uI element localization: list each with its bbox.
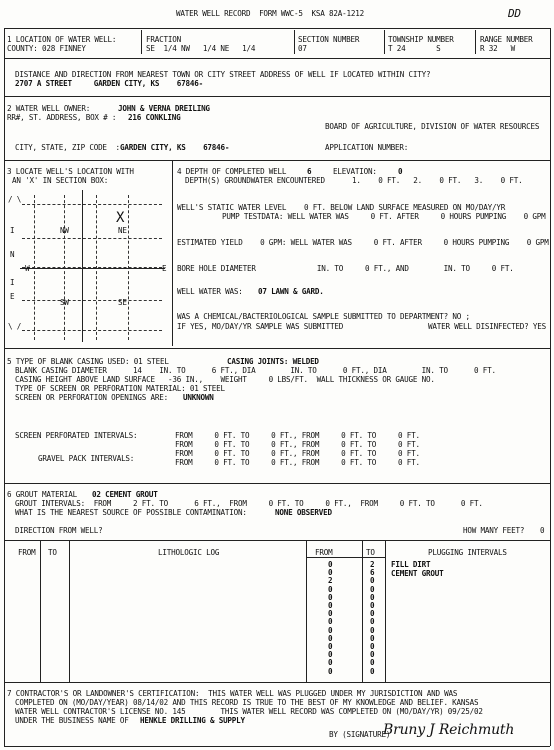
section3-label-1: 3 LOCATE WELL'S LOCATION WITH [7,167,134,176]
distance-value: 2707 A STREET GARDEN CITY, KS 67846- [15,79,203,88]
direction-label: DIRECTION FROM WELL? [15,526,103,535]
grout-intervals: GROUT INTERVALS: FROM 2 FT. TO 6 FT., FROM 0 FT. TO 0 FT., FROM 0 FT. TO 0 FT. [15,499,483,508]
screen-material: TYPE OF SCREEN OR PERFORATION MATERIAL: 01 STEEL [15,384,225,393]
certification-line-2: COMPLETED ON (MO/DAY/YEAR) 08/14/02 AND THIS RECORD IS TRUE TO THE BEST OF MY KNOWLEDGE AND BELIEF. KANSAS [15,698,479,707]
quadrant-se: SE [118,298,127,307]
gravel-interval-row: FROM 0 FT. TO 0 FT., FROM 0 FT. TO 0 FT. [175,458,420,467]
plug-interval-value: 0 [328,625,333,635]
log-from-header: FROM [18,548,36,557]
plug-interval-value: 0 [370,650,375,660]
township-label: TOWNSHIP NUMBER [388,35,454,44]
plug-interval-value: 0 [370,658,375,668]
plug-interval-value: 0 [370,666,375,676]
range-number: R 32 W [480,44,515,53]
distance-label: DISTANCE AND DIRECTION FROM NEAREST TOWN OR CITY STREET ADDRESS OF WELL IF LOCATED WITHIN CITY? [15,70,431,79]
business-name: HENKLE DRILLING & SUPPLY [140,716,245,725]
elevation-label: ELEVATION: [333,167,377,176]
gravel-pack-label: GRAVEL PACK INTERVALS: [38,454,135,463]
range-label: RANGE NUMBER [480,35,533,44]
plug-interval-value: 0 [328,658,333,668]
board-text: BOARD OF AGRICULTURE, DIVISION OF WATER RESOURCES [325,122,540,131]
disinfected-line: WATER WELL DISINFECTED? YES [428,322,547,331]
plug-to-header: TO [366,548,375,557]
grout-material-label: 6 GROUT MATERIAL [7,490,77,499]
log-to-header: TO [48,548,57,557]
left-letter-2: I [10,226,15,235]
sample-submitted-line: IF YES, MO/DAY/YR SAMPLE WAS SUBMITTED [177,322,344,331]
contamination-value: NONE OBSERVED [275,508,332,517]
owner-name: JOHN & VERNA DREILING [118,104,210,113]
casing-diameter-line: BLANK CASING DIAMETER 14 IN. TO 6 FT., DIA IN. TO 0 FT., DIA IN. TO 0 FT. [15,366,496,375]
estimated-yield-line: ESTIMATED YIELD 0 GPM: WELL WATER WAS 0 FT. AFTER 0 HOURS PUMPING 0 GPM [177,238,549,247]
screen-intervals-label: SCREEN PERFORATED INTERVALS: [15,431,138,440]
chemical-sample-line: WAS A CHEMICAL/BACTERIOLOGICAL SAMPLE SUBMITTED TO DEPARTMENT? NO ; [177,312,470,321]
frame-right [550,28,551,746]
plug-interval-value: 2 [370,560,375,569]
screen-interval-row: FROM 0 FT. TO 0 FT., FROM 0 FT. TO 0 FT. [175,431,420,440]
plug-interval-value: 0 [328,609,333,619]
plug-interval-value: 0 [328,568,333,578]
casing-type: 5 TYPE OF BLANK CASING USED: 01 STEEL [7,357,169,366]
plug-interval-value: 0 [370,609,375,619]
plug-interval-value: 0 [328,650,333,660]
how-many-feet-value: 0 [540,526,545,535]
owner-label: 2 WATER WELL OWNER: [7,104,91,113]
plug-interval-value: 0 [370,633,375,643]
plugging-intervals-header: PLUGGING INTERVALS [428,548,507,557]
application-number-label: APPLICATION NUMBER: [325,143,409,152]
frame-left [4,28,5,746]
section-number-label: SECTION NUMBER [298,35,360,44]
owner-address: 216 CONKLING [128,113,181,122]
openings-label: SCREEN OR PERFORATION OPENINGS ARE: [15,393,169,402]
gravel-interval-row: FROM 0 FT. TO 0 FT., FROM 0 FT. TO 0 FT. [175,449,420,458]
form-title: WATER WELL RECORD FORM WWC-5 KSA 82A-1212 [176,9,364,18]
how-many-feet-label: HOW MANY FEET? [463,526,525,535]
address-label: RR#, ST. ADDRESS, BOX # : [7,113,117,122]
plug-interval-value: 0 [370,642,375,651]
west-label: W [25,264,30,273]
fraction-values: SE 1/4 NW 1/4 NE 1/4 [146,44,256,53]
certification-line-3: WATER WELL CONTRACTOR'S LICENSE NO. 145 THIS WATER WELL RECORD WAS COMPLETED ON (MO/DAY/YR) 09/25/02 [15,707,483,716]
plug-interval-value: 0 [370,625,375,635]
plugging-material: CEMENT GROUT [391,569,444,578]
plug-interval-value: 0 [328,642,333,651]
plug-interval-value: 0 [370,592,375,602]
owner-city: GARDEN CITY, KS 67846- [120,143,230,152]
fraction-label: FRACTION [146,35,181,44]
static-level-label: WELL'S STATIC WATER LEVEL [177,203,287,212]
elevation-value: 0 [398,167,403,176]
casing-height-line: CASING HEIGHT ABOVE LAND SURFACE -36 IN., WEIGHT 0 LBS/FT. WALL THICKNESS OR GAUGE NO. [15,375,435,384]
plug-interval-value: 0 [370,617,375,627]
section-number: 07 [298,44,307,53]
location-label: 1 LOCATION OF WATER WELL: [7,35,117,44]
openings-value: UNKNOWN [183,393,214,402]
plug-interval-value: 0 [370,584,375,594]
well-water-was-label: WELL WATER WAS: [177,287,243,296]
signature-label: BY (SIGNATURE) [329,730,391,739]
groundwater-label: DEPTH(S) GROUNDWATER ENCOUNTERED [185,176,325,185]
plug-interval-value: 6 [370,568,375,578]
quadrant-sw: SW [60,298,69,307]
plug-interval-value: 0 [370,576,375,586]
static-level-value: 0 FT. BELOW LAND SURFACE MEASURED ON MO/DAY/YR [304,203,506,212]
frame-top [4,28,550,29]
x-mark: X [116,210,125,226]
plug-interval-value: 0 [328,584,333,594]
lithologic-log-header: LITHOLOGIC LOG [158,548,220,557]
plug-interval-value: 0 [328,666,333,676]
plug-interval-value: 0 [328,633,333,643]
east-label: E [162,264,167,273]
screen-interval-row: FROM 0 FT. TO 0 FT., FROM 0 FT. TO 0 FT. [175,440,420,449]
certification-line-1: 7 CONTRACTOR'S OR LANDOWNER'S CERTIFICATION: THIS WATER WELL WAS PLUGGED UNDER MY JURISDICTION AND WAS [7,689,458,698]
groundwater-values: 1. 0 FT. 2. 0 FT. 3. 0 FT. [352,176,523,185]
left-letter-6: \ / [8,322,22,331]
corner-mark: DD [508,7,521,20]
plug-interval-value: 0 [328,592,333,602]
left-letter-5: E [10,292,15,301]
contamination-label: WHAT IS THE NEAREST SOURCE OF POSSIBLE CONTAMINATION: [15,508,247,517]
business-name-label: UNDER THE BUSINESS NAME OF [15,716,129,725]
casing-joints: CASING JOINTS: WELDED [227,357,319,366]
quadrant-nw: NW [60,226,69,235]
pump-test-line: PUMP TESTDATA: WELL WATER WAS 0 FT. AFTER 0 HOURS PUMPING 0 GPM [222,212,546,221]
quadrant-ne: NE [118,226,127,235]
section3-label-2: AN 'X' IN SECTION BOX: [12,176,109,185]
left-letter-4: I [10,278,15,287]
plug-interval-value: 0 [328,601,333,610]
well-water-was-value: 07 LAWN & GARD. [258,287,324,296]
depth-value: 6 [307,167,312,176]
city-label: CITY, STATE, ZIP CODE : [15,143,120,152]
left-letter-3: N [10,250,15,259]
bore-hole-line: BORE HOLE DIAMETER IN. TO 0 FT., AND IN. TO 0 FT. [177,264,514,273]
left-letter-1: / \ [8,195,22,204]
plug-interval-value: 0 [328,560,333,569]
county: COUNTY: 028 FINNEY [7,44,86,53]
grout-material-value: 02 CEMENT GROUT [92,490,158,499]
plug-interval-value: 0 [328,617,333,627]
plug-interval-value: 0 [370,601,375,610]
depth-label: 4 DEPTH OF COMPLETED WELL [177,167,287,176]
plug-interval-value: 2 [328,576,333,586]
plug-from-header: FROM [315,548,333,557]
frame-bottom [4,746,550,747]
signature: Bruny J Reichmuth [383,722,515,738]
township-number: T 24 S [388,44,441,53]
plugging-material: FILL DIRT [391,560,431,569]
